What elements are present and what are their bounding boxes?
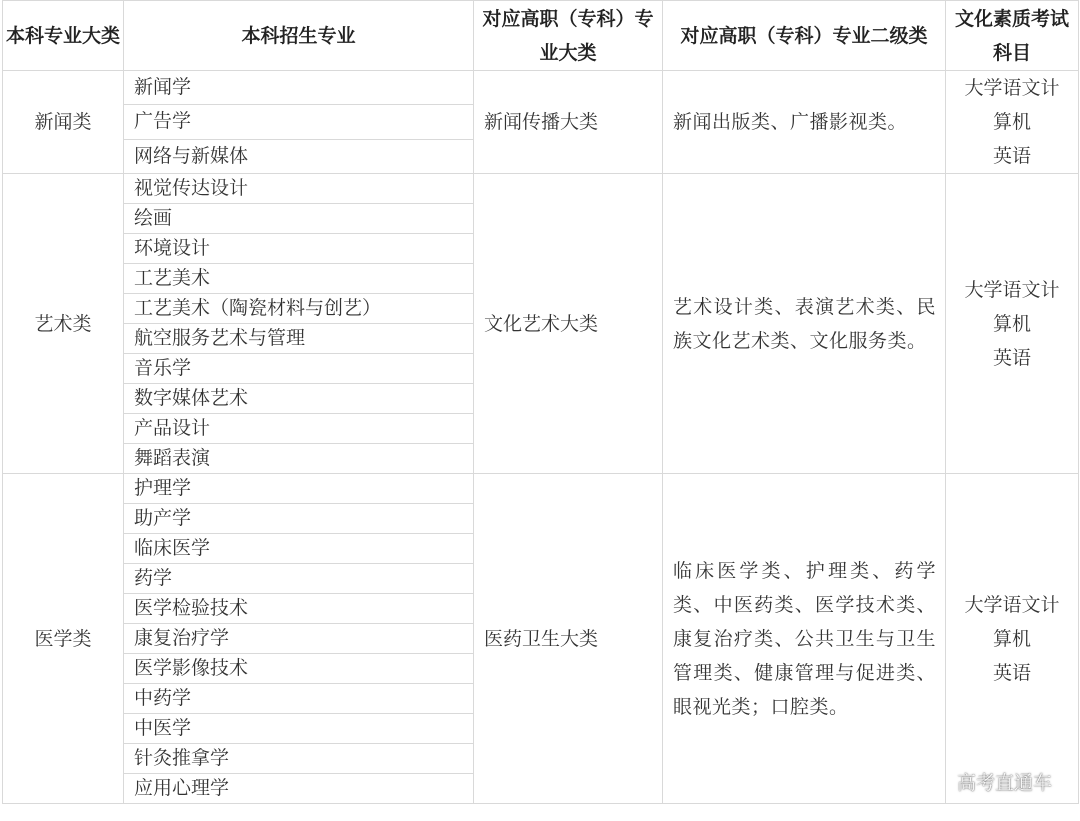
exam-cell [946, 174, 1079, 474]
major-cell: 数字媒体艺术 [124, 384, 474, 414]
header-row [3, 1, 1079, 71]
major-cell: 音乐学 [124, 354, 474, 384]
higher-voc-cell: 文化艺术大类 [474, 174, 663, 474]
header-category: 本科专业大类 [3, 1, 124, 71]
major-cell: 应用心理学 [124, 774, 474, 804]
table-row [3, 474, 1079, 504]
header-major: 本科招生专业 [124, 1, 474, 71]
major-cell: 环境设计 [124, 234, 474, 264]
exam-subject: 英语 [992, 661, 1031, 684]
table-body [3, 71, 1079, 804]
major-cell: 舞蹈表演 [124, 444, 474, 474]
major-cell: 助产学 [124, 504, 474, 534]
majors-table [2, 0, 1079, 804]
major-cell: 工艺美术 [124, 264, 474, 294]
major-cell: 药学 [124, 564, 474, 594]
exam-subject: 算机 [992, 111, 1031, 133]
major-cell: 医学检验技术 [124, 594, 474, 624]
category-cell: 艺术类 [3, 174, 124, 474]
header-higher-voc: 对应高职（专科）专业大类 [474, 1, 663, 71]
exam-cell [946, 71, 1079, 174]
category-cell: 医学类 [3, 474, 124, 804]
major-cell: 绘画 [124, 204, 474, 234]
major-cell: 临床医学 [124, 534, 474, 564]
table-row [3, 71, 1079, 105]
subclass-cell: 新闻出版类、广播影视类。 [663, 71, 946, 174]
header-subclass: 对应高职（专科）专业二级类 [663, 1, 946, 71]
subclass-cell: 艺术设计类、表演艺术类、民族文化艺术类、文化服务类。 [663, 174, 946, 474]
exam-subject: 大学语文计 [964, 593, 1060, 616]
watermark: 高考直通车 [956, 772, 1052, 794]
exam-subject: 算机 [992, 312, 1031, 335]
higher-voc-cell: 医药卫生大类 [474, 474, 663, 804]
major-cell: 视觉传达设计 [124, 174, 474, 204]
major-cell: 康复治疗学 [124, 624, 474, 654]
exam-subject: 大学语文计 [964, 77, 1060, 99]
major-cell: 中医学 [124, 714, 474, 744]
exam-subject: 算机 [992, 627, 1031, 650]
major-cell: 网络与新媒体 [124, 139, 474, 173]
table-row [3, 174, 1079, 204]
subclass-cell: 临床医学类、护理类、药学类、中医药类、医学技术类、康复治疗类、公共卫生与卫生管理类、健康管理与促进类、眼视光类；口腔类。 [663, 474, 946, 804]
exam-subject: 英语 [992, 346, 1031, 369]
major-cell: 产品设计 [124, 414, 474, 444]
major-cell: 医学影像技术 [124, 654, 474, 684]
major-cell: 广告学 [124, 105, 474, 139]
major-cell: 工艺美术（陶瓷材料与创艺） [124, 294, 474, 324]
header-exam: 文化素质考试科目 [946, 1, 1079, 71]
exam-cell [946, 474, 1079, 804]
higher-voc-cell: 新闻传播大类 [474, 71, 663, 174]
major-cell: 航空服务艺术与管理 [124, 324, 474, 354]
major-cell: 中药学 [124, 684, 474, 714]
category-cell: 新闻类 [3, 71, 124, 174]
exam-subject: 英语 [992, 145, 1031, 167]
major-cell: 新闻学 [124, 71, 474, 105]
major-cell: 针灸推拿学 [124, 744, 474, 774]
exam-subject: 大学语文计 [964, 278, 1060, 301]
major-cell: 护理学 [124, 474, 474, 504]
